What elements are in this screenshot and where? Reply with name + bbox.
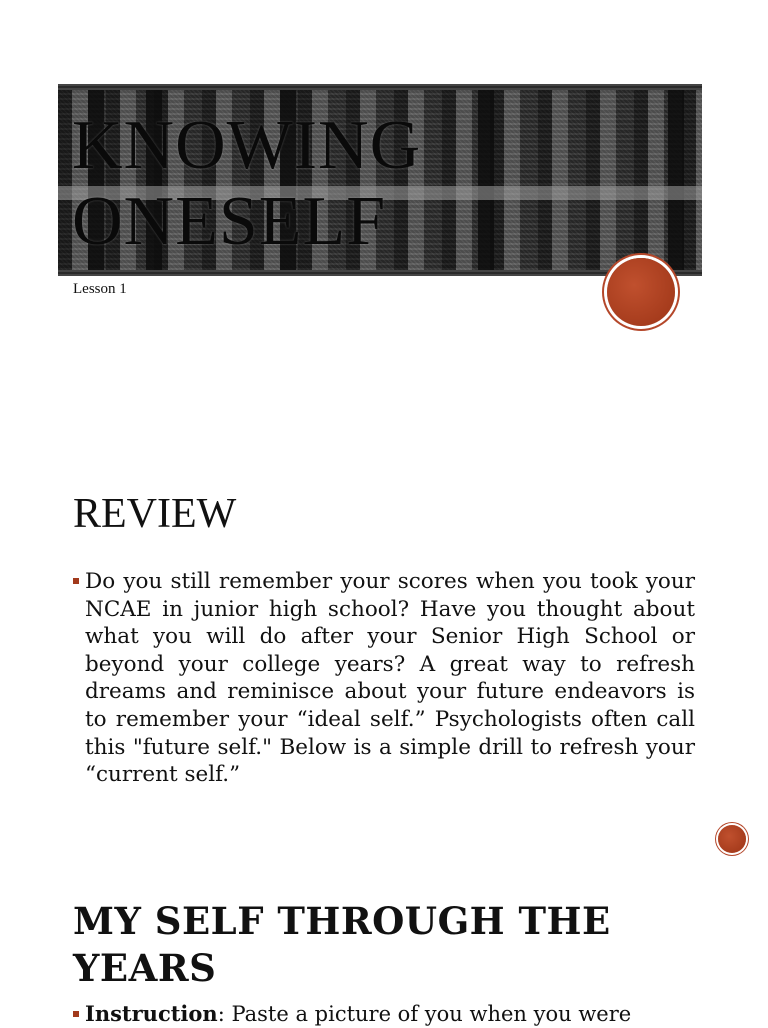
banner-stripe: [478, 90, 494, 270]
decorative-circle: [607, 258, 675, 326]
instruction-body: : Paste a picture of you when you were: [217, 1002, 632, 1026]
bullet-square-icon: [73, 1011, 79, 1017]
instruction-label: Instruction: [85, 1001, 218, 1026]
years-heading: MY SELF THROUGH THE YEARS: [73, 899, 611, 990]
review-bullet: [73, 568, 695, 789]
title-banner: [58, 84, 702, 276]
bullet-square-icon: [73, 578, 79, 584]
banner-stripe: [668, 90, 684, 270]
review-heading: REVIEW: [73, 491, 237, 537]
review-bullet-text: Do you still remember your scores when you took your NCAE in junior high school? Have you thought about what you will do after your Senior High School or beyond your college years? A great way to refresh dreams and reminisce about your future endeavors is to remember your “ideal self.” Psychologists often call this "future self." Below is a simple drill to refresh your “current self.”: [85, 569, 695, 788]
decorative-circle-small: [718, 825, 746, 853]
lesson-subtitle: Lesson 1: [73, 281, 127, 297]
title-line-2: ONESELF: [72, 183, 387, 260]
slide-title: [72, 108, 421, 260]
title-line-1: KNOWING: [72, 107, 422, 184]
